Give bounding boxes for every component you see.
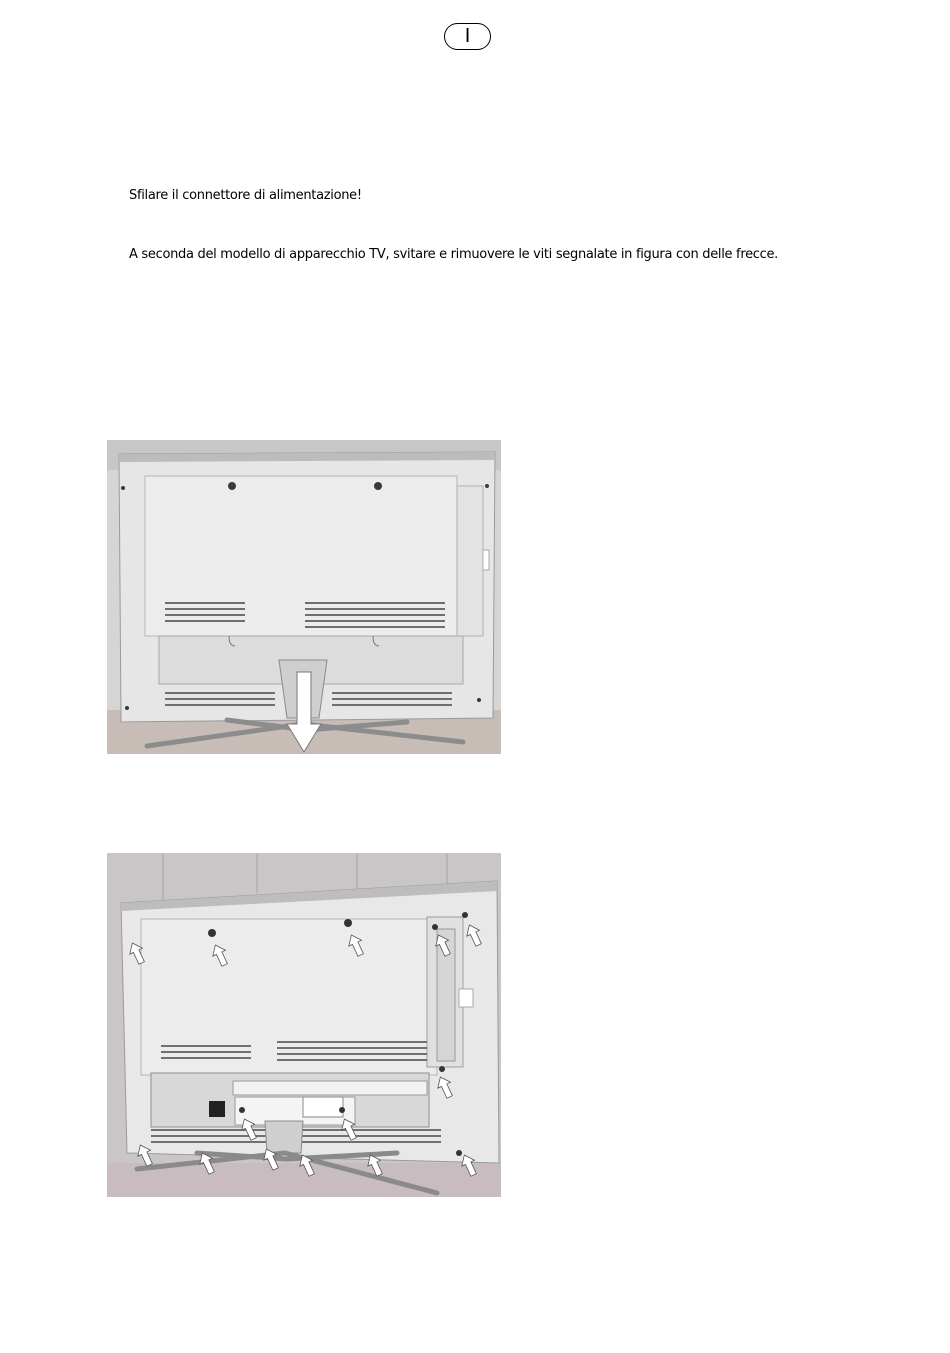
- tv-rear-stand-removal-photo: [107, 440, 501, 754]
- instruction-disconnect-power: Sfilare il connettore di alimentazione!: [129, 188, 362, 203]
- instruction-remove-screws: A seconda del modello di apparecchio TV, svitare e rimuovere le viti segnalate in figura con delle frecce.: [129, 247, 779, 262]
- tv-rear-screw-locations-photo: [107, 853, 501, 1197]
- language-badge: I: [444, 23, 491, 50]
